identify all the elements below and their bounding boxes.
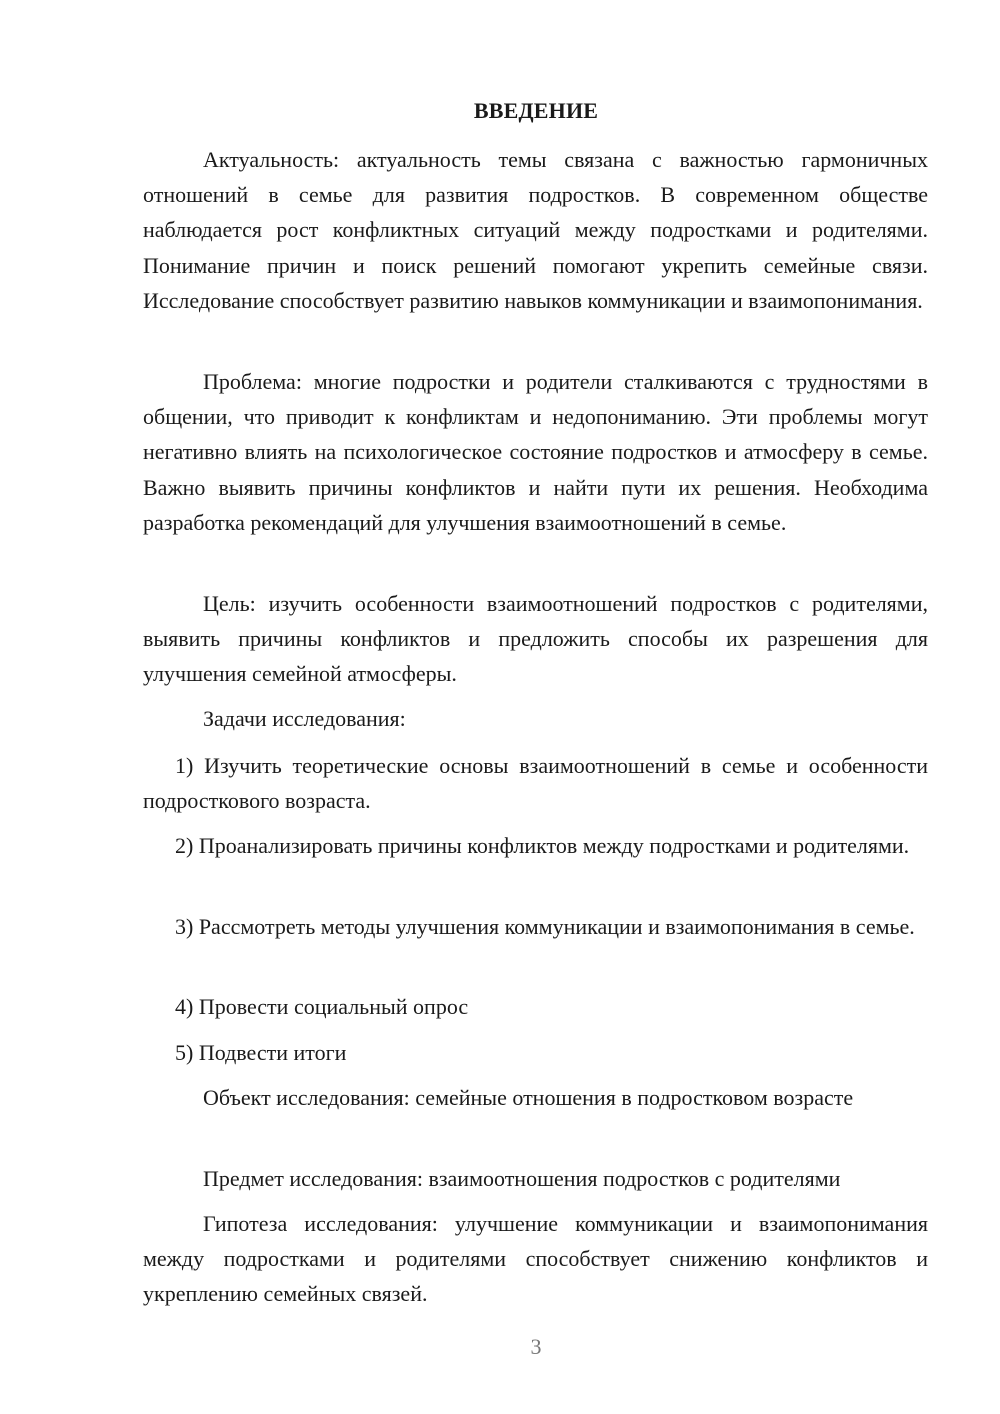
paragraph-problem: Проблема: многие подростки и родители сталкиваются с трудностями в общении, что приводит к конфликтам и недопониманию. Эти проблемы могут негативно влиять на психологическое состояние подростков и атмосферу в семье. Важно выявить причины конфликтов и найти пути их решения. Необходима разработка рекомендаций для улучшения взаимоотношений в семье. <box>143 369 928 535</box>
paragraph-object: Объект исследования: семейные отношения в подростковом возрасте <box>203 1085 854 1110</box>
tasks-heading: Задачи исследования: <box>203 706 406 731</box>
task-item-2: 2) Проанализировать причины конфликтов между подростками и родителями. <box>175 833 910 858</box>
task-item-4: 4) Провести социальный опрос <box>175 994 469 1019</box>
paragraph-hypothesis: Гипотеза исследования: улучшение коммуникации и взаимопонимания между подростками и родителями способствует снижению конфликтов и укреплению семейных связей. <box>143 1211 928 1307</box>
page-number: 3 <box>530 1334 542 1359</box>
paragraph-subject: Предмет исследования: взаимоотношения подростков с родителями <box>203 1166 841 1191</box>
task-item-5: 5) Подвести итоги <box>175 1040 347 1065</box>
paragraph-relevance: Актуальность: актуальность темы связана с важностью гармоничных отношений в семье для развития подростков. В современном обществе наблюдается рост конфликтных ситуаций между подростками и родителями. Понимание причин и поиск решений помогают укрепить семейные связи. Исследование способствует развитию навыков коммуникации и взаимопонимания. <box>143 147 928 313</box>
task-item-1: 1) Изучить теоретические основы взаимоотношений в семье и особенности подросткового возраста. <box>143 753 928 814</box>
page-title: ВВЕДЕНИЕ <box>473 98 599 123</box>
task-item-3: 3) Рассмотреть методы улучшения коммуникации и взаимопонимания в семье. <box>175 914 915 939</box>
paragraph-goal: Цель: изучить особенности взаимоотношений подростков с родителями, выявить причины конфликтов и предложить способы их разрешения для улучшения семейной атмосферы. <box>143 591 928 687</box>
